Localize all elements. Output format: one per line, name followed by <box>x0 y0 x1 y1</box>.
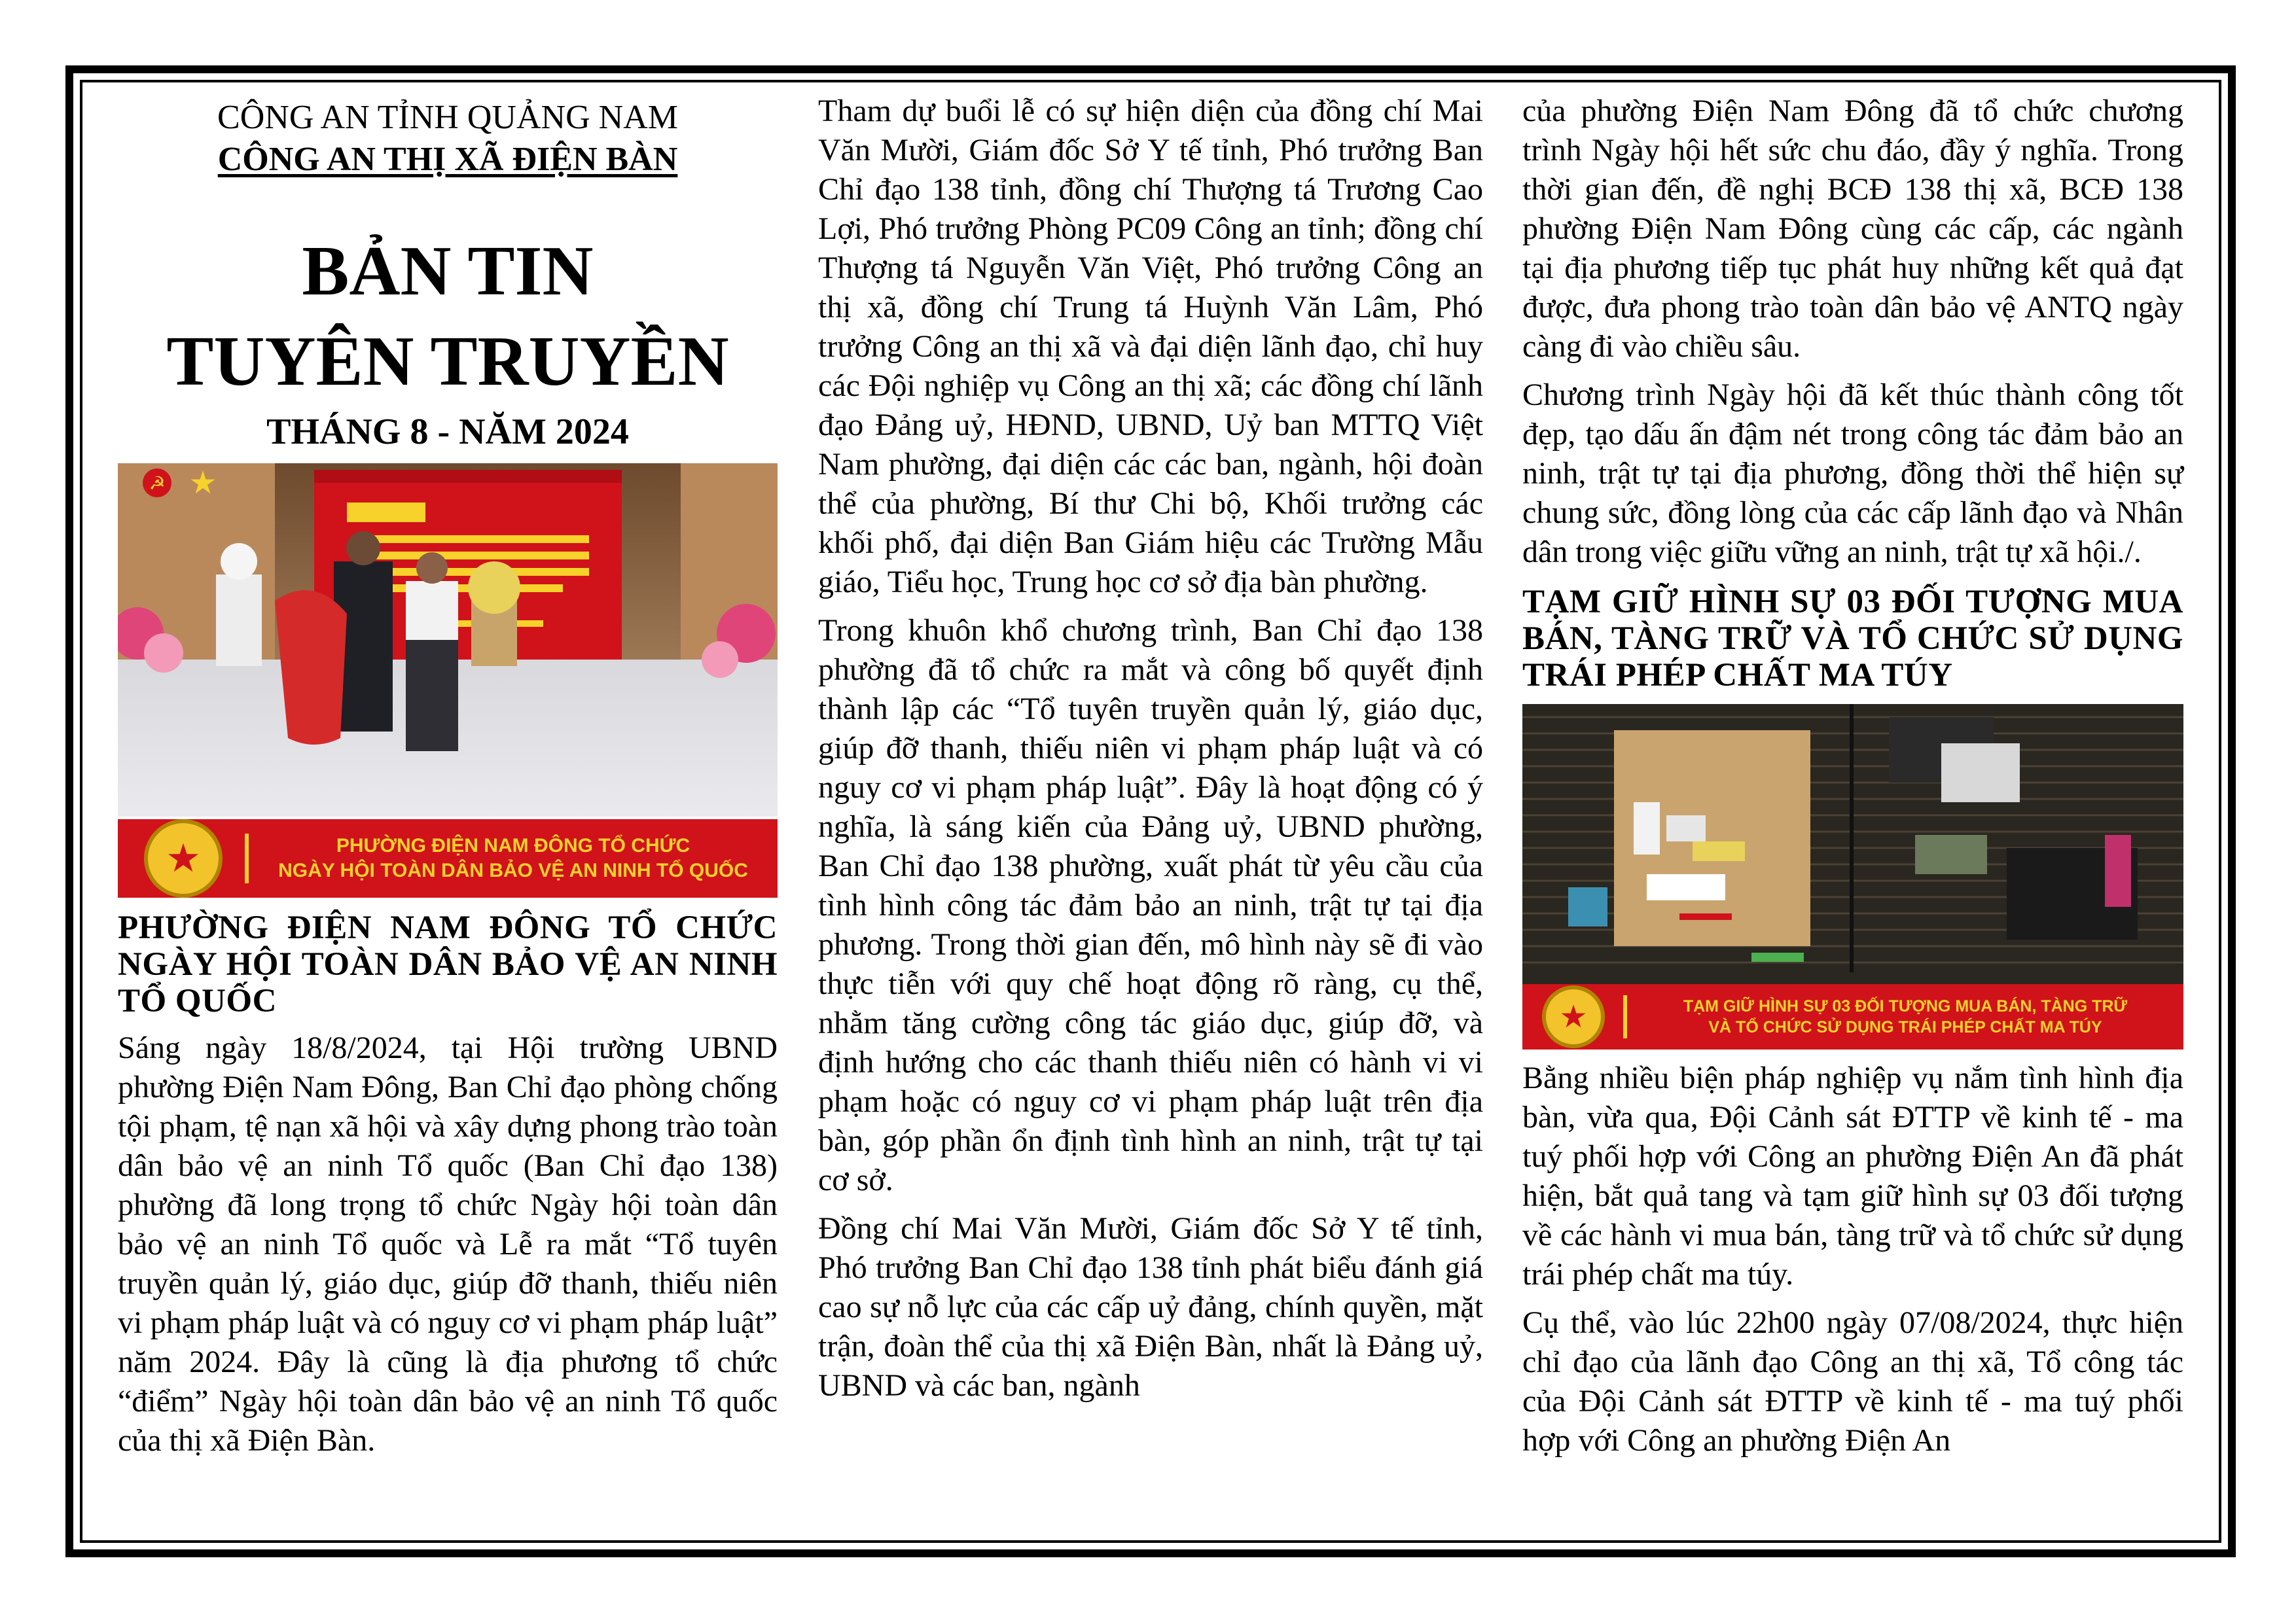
column-1 <box>118 92 778 1460</box>
article2-paragraph-2: Cụ thể, vào lúc 22h00 ngày 07/08/2024, thực hiện chỉ đạo của lãnh đạo Công an thị xã, Tổ công tác của Đội Cảnh sát ĐTTP về kinh tế - ma tuý phối hợp với Công an phường Điện An <box>1522 1305 2183 1458</box>
police-badge-icon: ★ <box>144 819 223 898</box>
event-photo <box>118 463 778 898</box>
article2-paragraph-1: Bằng nhiều biện pháp nghiệp vụ nắm tình hình địa bàn, vừa qua, Đội Cảnh sát ĐTTP về kinh tế - ma tuý phối hợp với Công an phường Điện An đã phát hiện, bắt quả tang và tạm giữ hình sự 03 đối tượng về các hành vi mua bán, tàng trữ và tổ chức sử dụng trái phép chất ma túy. <box>1522 1061 2183 1292</box>
svg-text:☭: ☭ <box>149 472 166 494</box>
unit-name: CÔNG AN THỊ XÃ ĐIỆN BÀN <box>217 141 678 178</box>
agency-name: CÔNG AN TỈNH QUẢNG NAM <box>217 99 678 136</box>
column-2 <box>818 92 1483 1405</box>
issue-date: THÁNG 8 - NĂM 2024 <box>266 412 629 452</box>
article1-headline: PHƯỜNG ĐIỆN NAM ĐÔNG TỔ CHỨC NGÀY HỘI TOÀN DÂN BẢO VỆ AN NINH TỔ QUỐC <box>118 909 778 1019</box>
evidence-photo <box>1522 704 2183 1050</box>
column-3 <box>1522 92 2183 1460</box>
article1-paragraph-4: Đồng chí Mai Văn Mười, Giám đốc Sở Y tế tỉnh, Phó trưởng Ban Chỉ đạo 138 tỉnh phát biểu đánh giá cao sự nỗ lực của các cấp uỷ đảng, chính quyền, mặt trận, đoàn thể của thị xã Điện Bàn, nhất là Đảng uỷ, UBND và các ban, ngành <box>818 1211 1483 1403</box>
evidence-photo-caption: TẠM GIỮ HÌNH SỰ 03 ĐỐI TƯỢNG MUA BÁN, TÀNG TRỮ VÀ TỔ CHỨC SỬ DỤNG TRÁI PHÉP CHẤT MA TÚY <box>1683 997 2128 1036</box>
newsletter-title <box>118 226 778 407</box>
article1-paragraph-3: Trong khuôn khổ chương trình, Ban Chỉ đạo 138 phường đã tổ chức ra mắt và công bố quyết định thành lập các “Tổ tuyên truyền quản lý, giáo dục, giúp đỡ thanh, thiếu niên vi phạm pháp luật và có nguy cơ vi phạm pháp luật”. Đây là hoạt động có ý nghĩa, là sáng kiến của Đảng uỷ, UBND phường, Ban Chỉ đạo 138 phường, xuất phát từ yêu cầu của tình hình công tác đảm bảo an ninh, trật tự tại địa phương. Trong thời gian đến, mô hình này sẽ đi vào thực tiễn với quy chế hoạt động rõ ràng, cụ thể, nhằm tăng cường công tác giáo dục, giúp đỡ, và định hướng cho các thanh thiếu niên có hành vi vi phạm hoặc có nguy cơ vi phạm pháp luật trên địa bàn, góp phần ổn định tình hình an ninh, trật tự tại cơ sở. <box>818 613 1483 1197</box>
title-line-2: TUYÊN TRUYỀN <box>166 323 729 400</box>
event-photo-caption: PHƯỜNG ĐIỆN NAM ĐÔNG TỔ CHỨC NGÀY HỘI TOÀN DÂN BẢO VỆ AN NINH TỔ QUỐC <box>278 835 748 881</box>
police-badge-icon: ★ <box>1542 985 1605 1048</box>
article1-paragraph-2: Tham dự buổi lễ có sự hiện diện của đồng chí Mai Văn Mười, Giám đốc Sở Y tế tỉnh, Phó trưởng Ban Chỉ đạo 138 tỉnh, đồng chí Thượng tá Trương Cao Lợi, Phó trưởng Phòng PC09 Công an tỉnh; đồng chí Thượng tá Nguyễn Văn Việt, Phó trưởng Công an thị xã, đồng chí Trung tá Huỳnh Văn Lâm, Phó trưởng Công an thị xã và đại diện lãnh đạo, chỉ huy các Đội nghiệp vụ Công an thị xã; các đồng chí lãnh đạo Đảng uỷ, HĐND, UBND, Uỷ ban MTTQ Việt Nam phường, đại diện các các ban, ngành, hội đoàn thể của phường, Bí thư Chi bộ, Khối trưởng các khối phố, đại diện Ban Giám hiệu các Trường Mẫu giáo, Tiểu học, Trung học cơ sở địa bàn phường. <box>818 94 1483 599</box>
evidence-photo-caption-band <box>1522 984 2183 1050</box>
article1-paragraph-1: Sáng ngày 18/8/2024, tại Hội trường UBND phường Điện Nam Đông, Ban Chỉ đạo phòng chống tội phạm, tệ nạn xã hội và xây dựng phong trào toàn dân bảo vệ an ninh Tổ quốc (Ban Chỉ đạo 138) phường đã long trọng tổ chức Ngày hội toàn dân bảo vệ an ninh Tổ quốc và Lễ ra mắt “Tổ tuyên truyền quản lý, giáo dục, giúp đỡ thanh, thiếu niên vi phạm pháp luật và có nguy cơ vi phạm pháp luật” năm 2024. Đây là cũng là địa phương tổ chức “điểm” Ngày hội toàn dân bảo vệ an ninh Tổ quốc của thị xã Điện Bàn. <box>118 1031 778 1458</box>
event-photo-caption-band <box>118 819 778 898</box>
article1-paragraph-5: của phường Điện Nam Đông đã tổ chức chương trình Ngày hội hết sức chu đáo, đầy ý nghĩa. Trong thời gian đến, đề nghị BCĐ 138 thị xã, BCĐ 138 phường Điện Nam Đông cùng các cấp, các ngành tại địa phương tiếp tục phát huy những kết quả đạt được, đưa phong trào toàn dân bảo vệ ANTQ ngày càng đi vào chiều sâu. <box>1522 94 2183 364</box>
title-line-1: BẢN TIN <box>302 232 594 310</box>
article1-paragraph-6: Chương trình Ngày hội đã kết thúc thành công tốt đẹp, tạo dấu ấn đậm nét trong công tác đảm bảo an ninh, trật tự tại địa phương, đồng thời thể hiện sự chung sức, đồng lòng của các cấp lãnh đạo và Nhân dân trong việc giữu vững an ninh, trật tự xã hội./. <box>1522 378 2183 569</box>
article2-headline: TẠM GIỮ HÌNH SỰ 03 ĐỐI TƯỢNG MUA BÁN, TÀNG TRỮ VÀ TỔ CHỨC SỬ DỤNG TRÁI PHÉP CHẤT MA TÚY <box>1522 584 2183 694</box>
svg-text:★: ★ <box>188 465 217 501</box>
